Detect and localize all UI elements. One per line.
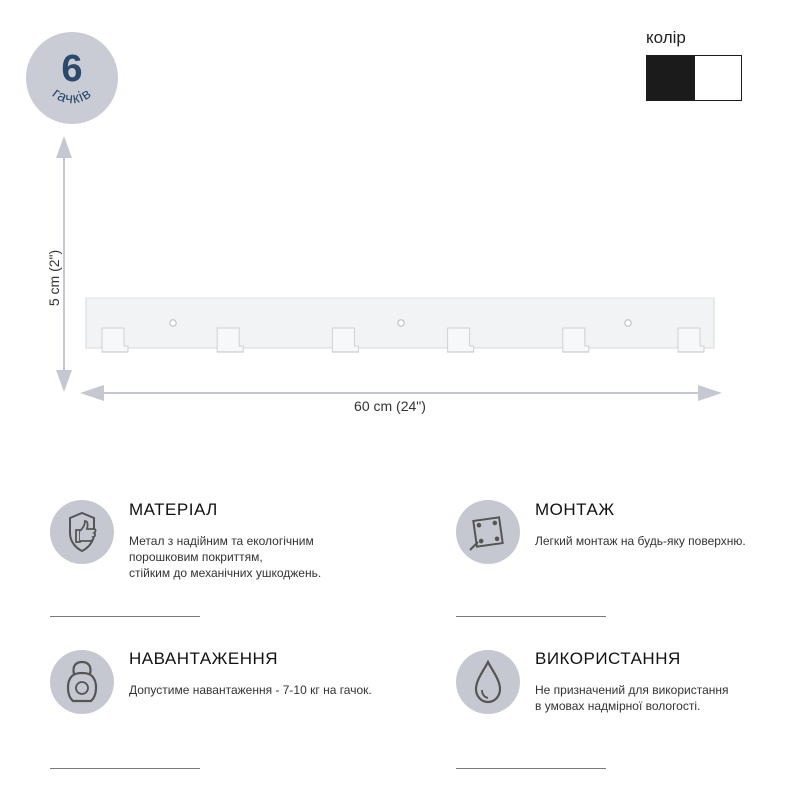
water-drop-icon <box>456 650 520 714</box>
load-description: Допустиме навантаження - 7-10 кг на гачок. <box>129 683 372 697</box>
material-description: Метал з надійним та екологічним порошковим покриттям, стійким до механічних ушкоджень. <box>129 534 322 580</box>
color-label: колір <box>646 28 686 47</box>
mounting-hole <box>398 320 404 326</box>
mounting-divider <box>456 616 606 617</box>
usage-icon-circle <box>456 650 520 714</box>
height-dimension-label: 5 cm (2") <box>46 249 62 307</box>
hooks-count: 6 <box>61 48 83 90</box>
kettlebell-icon <box>50 650 114 714</box>
hook <box>448 328 474 352</box>
usage-title: ВИКОРИСТАННЯ <box>535 649 681 668</box>
usage-divider <box>456 768 606 769</box>
hook <box>678 328 704 352</box>
hooks-label: гачків <box>49 84 95 108</box>
load-divider <box>50 768 200 769</box>
mounting-description: Легкий монтаж на будь-яку поверхню. <box>535 534 746 548</box>
material-divider <box>50 616 200 617</box>
shield-thumbs-up-icon <box>50 500 114 564</box>
hook <box>102 328 128 352</box>
mounting-title: МОНТАЖ <box>535 500 615 519</box>
material-icon-circle <box>50 500 114 564</box>
hook <box>563 328 589 352</box>
mounting-hole <box>625 320 631 326</box>
load-title: НАВАНТАЖЕННЯ <box>129 649 279 668</box>
width-dimension-label: 60 cm (24") <box>354 398 426 414</box>
mounting-plate-screws-icon <box>456 500 520 564</box>
usage-description: Не призначений для використання в умовах надмірної вологості. <box>535 683 729 713</box>
load-icon-circle <box>50 650 114 714</box>
material-title: МАТЕРІАЛ <box>129 500 218 519</box>
mounting-hole <box>170 320 176 326</box>
mounting-icon-circle <box>456 500 520 564</box>
hook <box>332 328 358 352</box>
hook <box>217 328 243 352</box>
